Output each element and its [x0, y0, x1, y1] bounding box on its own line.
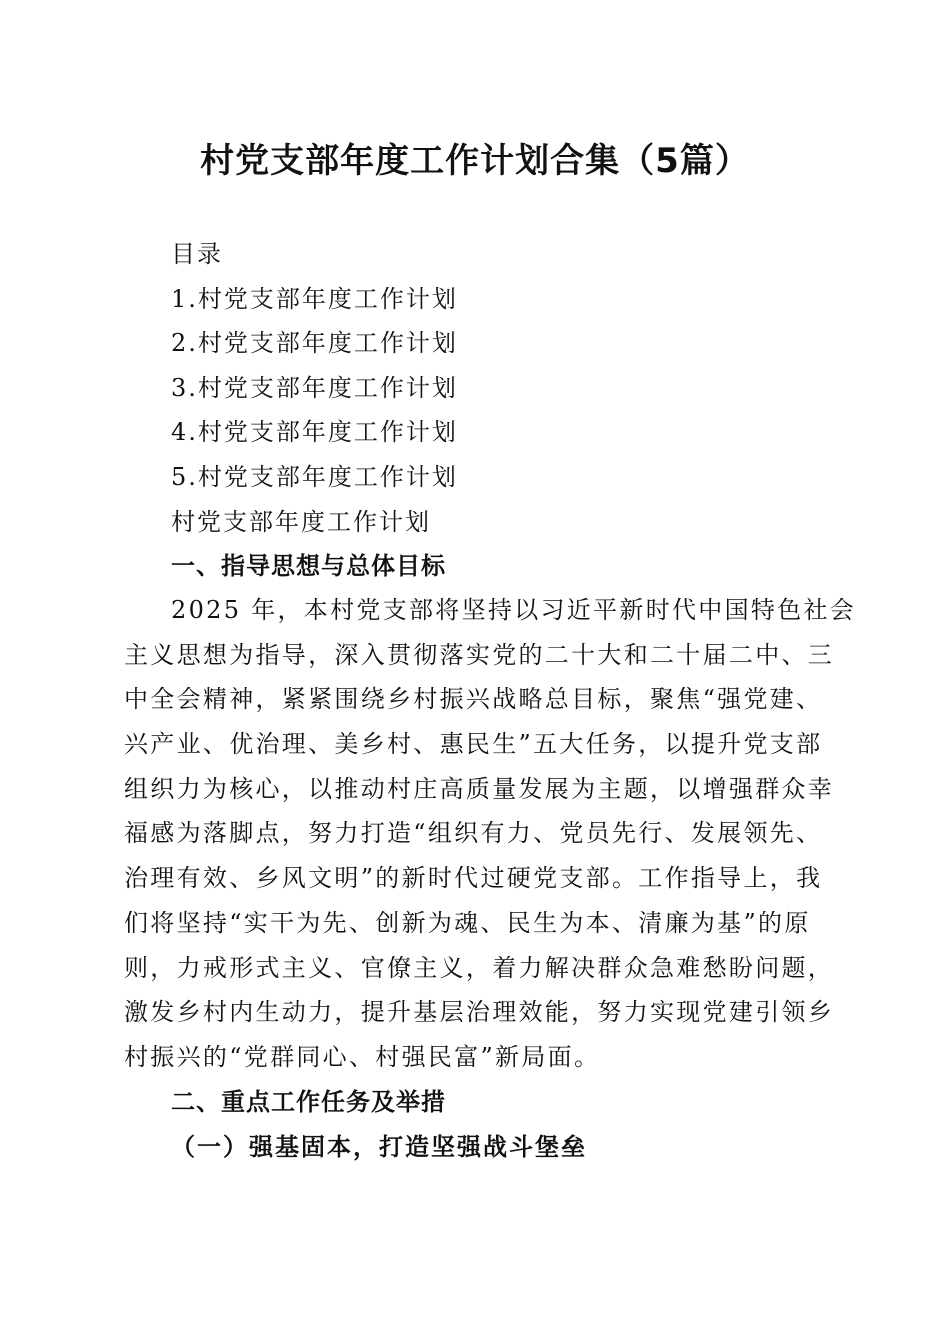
section-1-heading: 一、指导思想与总体目标 [171, 552, 446, 580]
paragraph-line: 兴产业、优治理、美乡村、惠民生”五大任务，以提升党支部 [124, 730, 823, 759]
paragraph-line: 们将坚持“实干为先、创新为魂、民生为本、清廉为基”的原 [124, 908, 811, 937]
toc-item: 2.村党支部年度工作计划 [171, 329, 458, 358]
document-title: 村党支部年度工作计划合集（5篇） [200, 141, 750, 181]
paragraph-line: 中全会精神，紧紧围绕乡村振兴战略总目标，聚焦“强党建、 [124, 685, 823, 714]
paragraph-line: 福感为落脚点，努力打造“组织有力、党员先行、发展领先、 [124, 819, 823, 848]
paragraph-line: 则，力戒形式主义、官僚主义，着力解决群众急难愁盼问题， [124, 953, 835, 982]
section-1-paragraph [124, 588, 857, 1080]
toc-label: 目录 [171, 240, 223, 268]
paragraph-line: 治理有效、乡风文明”的新时代过硬党支部。工作指导上，我 [124, 864, 823, 893]
toc-item: 1.村党支部年度工作计划 [171, 284, 458, 313]
section-2-subheading: （一）强基固本，打造坚强战斗堡垒 [171, 1132, 587, 1161]
section-2-heading: 二、重点工作任务及举措 [171, 1088, 446, 1116]
toc-item: 3.村党支部年度工作计划 [171, 373, 458, 402]
toc-item: 5.村党支部年度工作计划 [171, 462, 458, 491]
paragraph-line: 村振兴的“党群同心、村强民富”新局面。 [124, 1042, 601, 1071]
table-of-contents [171, 232, 831, 544]
paragraph-line: 2025 年，本村党支部将坚持以习近平新时代中国特色社会 [171, 596, 857, 624]
paragraph-line: 激发乡村内生动力，提升基层治理效能，努力实现党建引领乡 [124, 998, 835, 1027]
paragraph-line: 主义思想为指导，深入贯彻落实党的二十大和二十届二中、三 [124, 640, 835, 669]
toc-item: 4.村党支部年度工作计划 [171, 418, 458, 447]
paragraph-line: 组织力为核心，以推动村庄高质量发展为主题，以增强群众幸 [124, 774, 835, 803]
article-title: 村党支部年度工作计划 [171, 507, 431, 536]
